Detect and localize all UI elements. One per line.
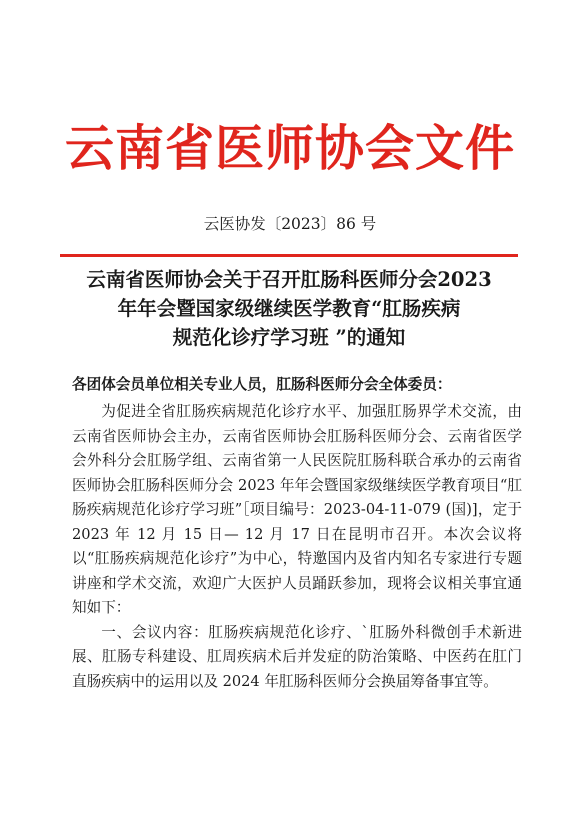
red-divider-line bbox=[60, 254, 518, 257]
notice-title bbox=[60, 265, 518, 352]
notice-title-line: 云南省医师协会关于召开肛肠科医师分会2023 bbox=[86, 268, 492, 291]
body-paragraph-intro: 为促进全省肛肠疾病规范化诊疗水平、加强肛肠界学术交流，由云南省医师协会主办，云南省医师协会肛肠科医师分会、云南省医学会外科分会肛肠学组、云南省第一人民医院肛肠科联合承办的云南省医师协会肛肠科医师分会 2023 年年会暨国家级继续医学教育项目“肛肠疾病规范化诊疗学习班”［项目编号：2023-04-11-079 (国)]，定于 2023 年 12 月 15 日— 12 月 17 日在昆明市召开。本次会议将以“肛肠疾病规范化诊疗”为中心，特邀国内及省内知名专家进行专题讲座和学术交流，欢迎广大医护人员踊跃参加，现将会议相关事宜通知如下： bbox=[72, 403, 522, 616]
salutation: 各团体会员单位相关专业人员，肛肠科医师分会全体委员： bbox=[72, 376, 452, 393]
notice-title-line: 规范化诊疗学习班 ”的通知 bbox=[172, 326, 406, 349]
document-number: 云医协发〔2023〕86 号 bbox=[203, 215, 377, 233]
notice-body bbox=[72, 400, 522, 694]
notice-title-line: 年年会暨国家级继续医学教育“肛肠疾病 bbox=[117, 297, 461, 320]
org-header-title: 云南省医师协会文件 bbox=[64, 119, 515, 177]
body-paragraph-meeting-content: 一、会议内容：肛肠疾病规范化诊疗、`肛肠外科微创手术新进展、肛肠专科建设、肛周疾病术后并发症的防治策略、中医药在肛门直肠疾病中的运用以及 2024 年肛肠科医师分会换届筹备事宜等。 bbox=[72, 623, 522, 690]
